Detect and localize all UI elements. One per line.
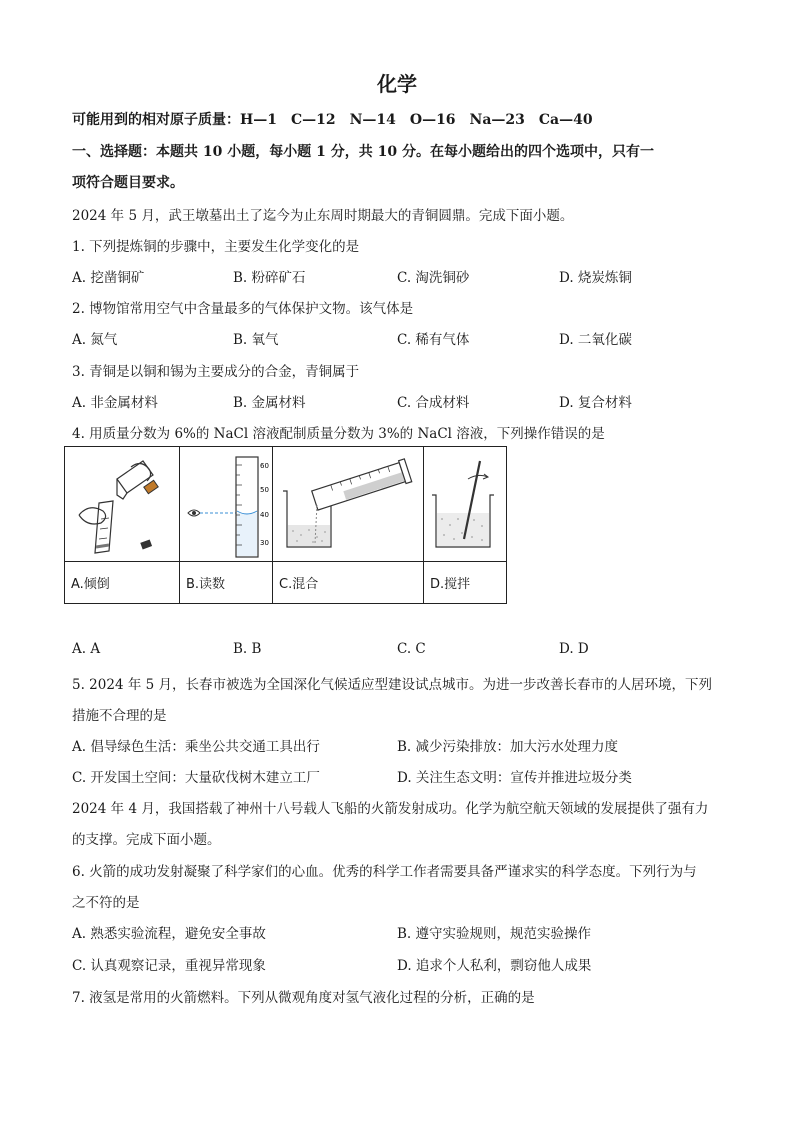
pouring-illustration [65,447,179,561]
q5-option-a[interactable]: A. 倡导绿色生活：乘坐公共交通工具出行 [72,739,320,755]
q4-option-a[interactable]: A. A [72,641,101,657]
intro-paragraph-2-line1: 2024 年 4 月，我国搭载了神州十八号载人飞船的火箭发射成功。化学为航空航天领域的发展提供了强有力 [72,801,709,817]
q4-option-b[interactable]: B. B [233,641,262,657]
question-5-stem-line2: 措施不合理的是 [72,708,167,724]
q4-option-d[interactable]: D. D [559,641,589,657]
question-1-stem: 1. 下列提炼铜的步骤中，主要发生化学变化的是 [72,239,360,255]
question-6-stem-line2: 之不符的是 [72,895,140,911]
mixing-illustration [273,447,423,561]
q1-option-c[interactable]: C. 淘洗铜砂 [397,270,470,286]
q1-option-a[interactable]: A. 挖凿铜矿 [72,270,145,286]
stopper-icon [140,539,152,549]
question-7-stem: 7. 液氢是常用的火箭燃料。下列从微观角度对氢气液化过程的分析，正确的是 [72,990,535,1006]
question-4-stem: 4. 用质量分数为 6%的 NaCl 溶液配制质量分数为 3%的 NaCl 溶液，下列操作错误的是 [72,426,605,442]
q6-option-c[interactable]: C. 认真观察记录，重视异常现象 [72,958,266,974]
operation-figure-table [64,446,507,604]
q4-option-c[interactable]: C. C [397,641,426,657]
q6-option-b[interactable]: B. 遵守实验规则，规范实验操作 [397,926,592,942]
scale-label-30: 30 [260,539,269,547]
q2-option-a[interactable]: A. 氮气 [72,332,118,348]
q6-option-d[interactable]: D. 追求个人私利，剽窃他人成果 [397,958,592,974]
question-3-stem: 3. 青铜是以铜和锡为主要成分的合金，青铜属于 [72,364,360,380]
page-title: 化学 [377,72,417,96]
q1-option-b[interactable]: B. 粉碎矿石 [233,270,306,286]
figure-caption-c: C.混合 [273,562,424,604]
scale-label-60: 60 [260,462,269,470]
q3-option-b[interactable]: B. 金属材料 [233,395,306,411]
question-6-stem-line1: 6. 火箭的成功发射凝聚了科学家们的心血。优秀的科学工作者需要具备严谨求实的科学态度。下列行为与 [72,864,697,880]
section-heading-line2: 项符合题目要求。 [72,175,184,191]
intro-paragraph-1: 2024 年 5 月，武王墩墓出土了迄今为止东周时期最大的青铜圆鼎。完成下面小题。 [72,208,574,224]
figure-d-cell [424,447,507,562]
scale-label-50: 50 [260,486,269,494]
figure-caption-b: B.读数 [180,562,273,604]
q5-option-c[interactable]: C. 开发国土空间：大量砍伐树木建立工厂 [72,770,320,786]
q1-option-d[interactable]: D. 烧炭炼铜 [559,270,632,286]
section-heading-line1: 一、选择题：本题共 10 小题，每小题 1 分，共 10 分。在每小题给出的四个选项中，只有一 [72,144,654,160]
q2-option-c[interactable]: C. 稀有气体 [397,332,470,348]
reagent-bottle-icon [117,461,158,499]
question-5-stem-line1: 5. 2024 年 5 月，长春市被选为全国深化气候适应型建设试点城市。为进一步改善长春市的人居环境，下列 [72,677,712,693]
q5-option-b[interactable]: B. 减少污染排放：加大污水处理力度 [397,739,619,755]
figure-c-cell [273,447,424,562]
scale-label-40: 40 [260,511,269,519]
question-2-stem: 2. 博物馆常用空气中含量最多的气体保护文物。该气体是 [72,301,414,317]
graduated-cylinder-icon [311,459,412,512]
q6-option-a[interactable]: A. 熟悉实验流程，避免安全事故 [72,926,266,942]
q5-option-d[interactable]: D. 关注生态文明：宣传并推进垃圾分类 [397,770,632,786]
eye-icon [188,510,200,516]
q3-option-d[interactable]: D. 复合材料 [559,395,632,411]
intro-paragraph-2-line2: 的支撑。完成下面小题。 [72,832,221,848]
stirring-illustration [424,447,506,561]
figure-b-cell [180,447,273,562]
q3-option-a[interactable]: A. 非金属材料 [72,395,158,411]
reading-illustration [180,447,272,561]
figure-a-cell [65,447,180,562]
atomic-masses: 可能用到的相对原子质量：H—1 C—12 N—14 O—16 Na—23 Ca—40 [72,112,593,128]
figure-caption-d: D.搅拌 [424,562,507,604]
q2-option-d[interactable]: D. 二氧化碳 [559,332,632,348]
q2-option-b[interactable]: B. 氧气 [233,332,279,348]
figure-caption-a: A.倾倒 [65,562,180,604]
q3-option-c[interactable]: C. 合成材料 [397,395,470,411]
